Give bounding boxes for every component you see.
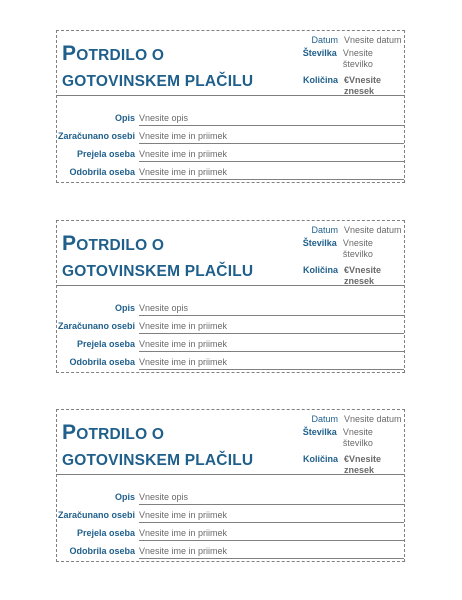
field-row (57, 129, 404, 147)
divider (57, 474, 404, 475)
number-field[interactable]: Vnesite številko (342, 427, 373, 448)
receipt-card (56, 30, 405, 183)
field-row (57, 526, 404, 544)
receipt-card (56, 220, 405, 373)
receipt-meta (283, 414, 404, 478)
amount-value-1: €Vnesite (344, 454, 382, 464)
receipt-title (62, 231, 253, 285)
title-line-1 (62, 41, 253, 69)
field-label: Zaračunano osebi (57, 321, 135, 331)
field-label: Prejela oseba (76, 149, 135, 159)
field-label: Opis (114, 303, 135, 313)
amount-row (283, 265, 404, 287)
field-row (57, 319, 404, 337)
receipt-fields (57, 111, 404, 183)
number-label: Številka (302, 427, 337, 437)
field-label: Opis (114, 113, 135, 123)
field-row (57, 301, 404, 319)
field-row (57, 355, 404, 373)
title-line-1-text: POTRDILO O (62, 232, 165, 255)
amount-value-1: €Vnesite (344, 75, 382, 85)
title-line-2 (62, 69, 253, 95)
date-label: Datum (311, 414, 338, 424)
date-field[interactable]: Vnesite datum (344, 35, 402, 45)
title-line-2-text: GOTOVINSKEM PLAČILU (62, 263, 254, 280)
receipt-title (62, 41, 253, 95)
number-row (283, 427, 404, 449)
amount-value-2: znesek (344, 86, 375, 96)
field-input[interactable]: Vnesite ime in priimek (139, 167, 404, 180)
divider (57, 285, 404, 286)
field-input[interactable]: Vnesite ime in priimek (139, 546, 404, 559)
date-label: Datum (311, 35, 338, 45)
field-label: Prejela oseba (76, 339, 135, 349)
title-line-2-text: GOTOVINSKEM PLAČILU (62, 73, 254, 90)
field-row (57, 165, 404, 183)
field-input[interactable]: Vnesite ime in priimek (139, 528, 404, 541)
title-line-1-text: POTRDILO O (62, 42, 165, 65)
field-label: Opis (114, 492, 135, 502)
field-input[interactable]: Vnesite ime in priimek (139, 149, 404, 162)
date-field[interactable]: Vnesite datum (344, 225, 402, 235)
date-label: Datum (311, 225, 338, 235)
number-field[interactable]: Vnesite številko (342, 48, 373, 69)
field-label: Prejela oseba (76, 528, 135, 538)
amount-row (283, 75, 404, 97)
field-label: Odobrila oseba (69, 546, 135, 556)
receipt-meta (283, 35, 404, 99)
field-input[interactable]: Vnesite opis (139, 492, 404, 505)
field-input[interactable]: Vnesite ime in priimek (139, 357, 404, 370)
number-label: Številka (302, 238, 337, 248)
field-row (57, 111, 404, 129)
date-row (283, 35, 404, 46)
amount-field[interactable] (344, 454, 404, 476)
title-line-2 (62, 259, 253, 285)
field-input[interactable]: Vnesite ime in priimek (139, 321, 404, 334)
title-line-1-text: POTRDILO O (62, 421, 165, 444)
amount-label: Količina (302, 75, 338, 85)
field-label: Zaračunano osebi (57, 131, 135, 141)
date-row (283, 414, 404, 425)
receipt-title (62, 420, 253, 474)
field-row (57, 508, 404, 526)
amount-value-2: znesek (344, 465, 375, 475)
title-line-1 (62, 231, 253, 259)
field-input[interactable]: Vnesite ime in priimek (139, 510, 404, 523)
title-line-2 (62, 448, 253, 474)
divider (57, 95, 404, 96)
number-field[interactable]: Vnesite številko (342, 238, 373, 259)
field-label: Odobrila oseba (69, 357, 135, 367)
receipt-meta (283, 225, 404, 289)
amount-row (283, 454, 404, 476)
field-label: Zaračunano osebi (57, 510, 135, 520)
receipt-card (56, 409, 405, 562)
field-row (57, 147, 404, 165)
field-input[interactable]: Vnesite opis (139, 113, 404, 126)
field-row (57, 337, 404, 355)
number-row (283, 48, 404, 70)
amount-label: Količina (302, 454, 338, 464)
title-line-2-text: GOTOVINSKEM PLAČILU (62, 452, 254, 469)
field-input[interactable]: Vnesite ime in priimek (139, 131, 404, 144)
number-row (283, 238, 404, 260)
field-input[interactable]: Vnesite opis (139, 303, 404, 316)
amount-field[interactable] (344, 265, 404, 287)
title-line-1 (62, 420, 253, 448)
field-input[interactable]: Vnesite ime in priimek (139, 339, 404, 352)
date-row (283, 225, 404, 236)
amount-value-1: €Vnesite (344, 265, 382, 275)
field-row (57, 544, 404, 562)
amount-label: Količina (302, 265, 338, 275)
date-field[interactable]: Vnesite datum (344, 414, 402, 424)
field-label: Odobrila oseba (69, 167, 135, 177)
receipt-fields (57, 490, 404, 562)
number-label: Številka (302, 48, 337, 58)
amount-field[interactable] (344, 75, 404, 97)
field-row (57, 490, 404, 508)
receipt-fields (57, 301, 404, 373)
amount-value-2: znesek (344, 276, 375, 286)
